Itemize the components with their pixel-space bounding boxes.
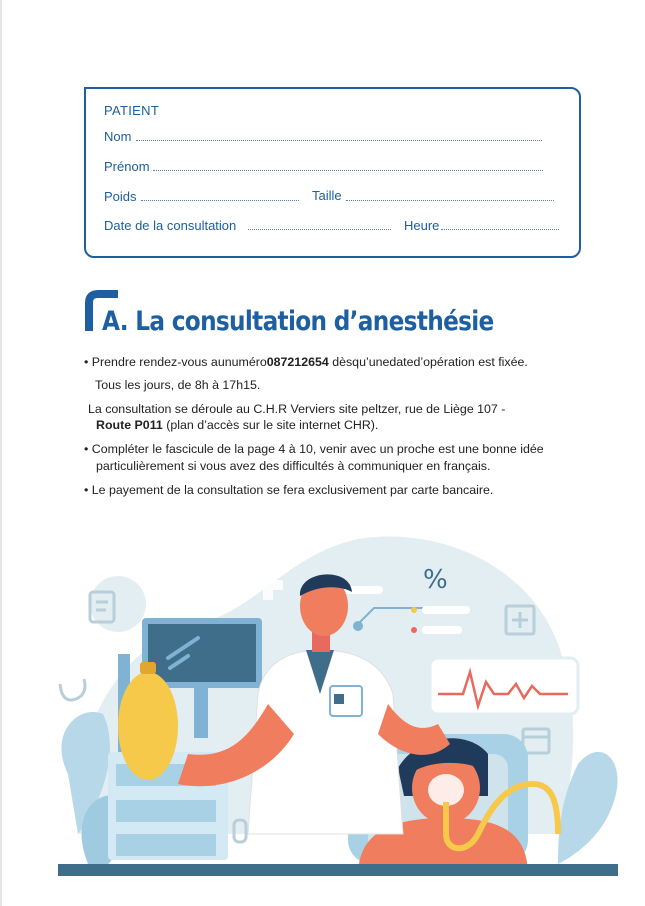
heure-field[interactable] bbox=[441, 229, 559, 230]
percent-symbol: % bbox=[423, 565, 448, 595]
date-label: Date de la consultation bbox=[104, 218, 237, 233]
line1-tail: dèsqu’unedated’opération est fixée. bbox=[328, 355, 528, 369]
page-edge bbox=[0, 0, 2, 906]
line1-text: • Prendre rendez-vous aunuméro bbox=[84, 355, 267, 369]
phone-number: 087212654 bbox=[266, 355, 329, 369]
taille-label: Taille bbox=[312, 188, 342, 203]
paragraph-line-4 bbox=[96, 418, 378, 432]
poids-label: Poids bbox=[104, 189, 137, 204]
prenom-label: Prénom bbox=[104, 159, 150, 174]
patient-box-title: PATIENT bbox=[104, 103, 160, 118]
nom-field[interactable] bbox=[136, 140, 542, 141]
poids-field[interactable] bbox=[141, 200, 299, 201]
nom-label: Nom bbox=[104, 129, 132, 144]
route-label: Route P011 bbox=[96, 418, 163, 432]
paragraph-line-7: • Le payement de la consultation se fera exclusivement par carte bancaire. bbox=[84, 483, 494, 497]
paragraph-line-5: • Compléter le fascicule de la page 4 à 10, venir avec un proche est une bonne idée bbox=[84, 442, 544, 456]
paragraph-line-6: particulièrement si vous avez des difficultés à communiquer en français. bbox=[96, 459, 491, 473]
anesthesia-illustration bbox=[58, 534, 618, 876]
date-field[interactable] bbox=[248, 229, 391, 230]
stethoscope-icon bbox=[60, 679, 85, 700]
taille-field[interactable] bbox=[346, 200, 554, 201]
paragraph-line-3: La consultation se déroule au C.H.R Verviers site peltzer, rue de Liège 107 - bbox=[88, 402, 506, 416]
heure-label: Heure bbox=[404, 218, 440, 233]
paragraph-line-2: Tous les jours, de 8h à 17h15. bbox=[95, 378, 261, 392]
section-title: A. La consultation d’anesthésie bbox=[102, 306, 494, 337]
prenom-field[interactable] bbox=[153, 170, 543, 171]
line4-tail: (plan d’accès sur le site internet CHR). bbox=[162, 418, 379, 432]
paragraph-line-1 bbox=[84, 355, 528, 369]
